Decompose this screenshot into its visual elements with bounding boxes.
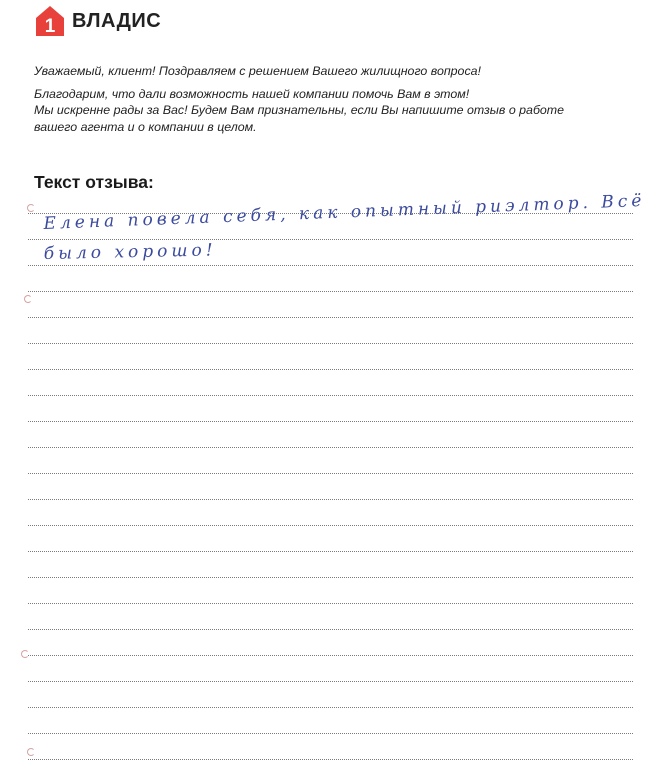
review-title: Текст отзыва: bbox=[34, 172, 154, 192]
logo-digit: 1 bbox=[44, 16, 56, 37]
request-line-continued: вашего агента и о компании в целом. bbox=[34, 119, 257, 134]
greeting-line: Уважаемый, клиент! Поздравляем с решением Вашего жилищного вопроса! bbox=[34, 64, 481, 78]
request-line: Мы искренне рады за Вас! Будем Вам признательны, если Вы напишите отзыв о работе bbox=[34, 103, 565, 117]
thanks-line: Благодарим, что дали возможность нашей компании помочь Вам в этом! bbox=[34, 86, 470, 101]
handwritten-line-2: было хорошо! bbox=[43, 240, 217, 264]
handwritten-line-1: Елена повела себя, как опытный риэлтор. Всё bbox=[43, 190, 646, 234]
brand-name: ВЛАДИС bbox=[72, 9, 162, 32]
